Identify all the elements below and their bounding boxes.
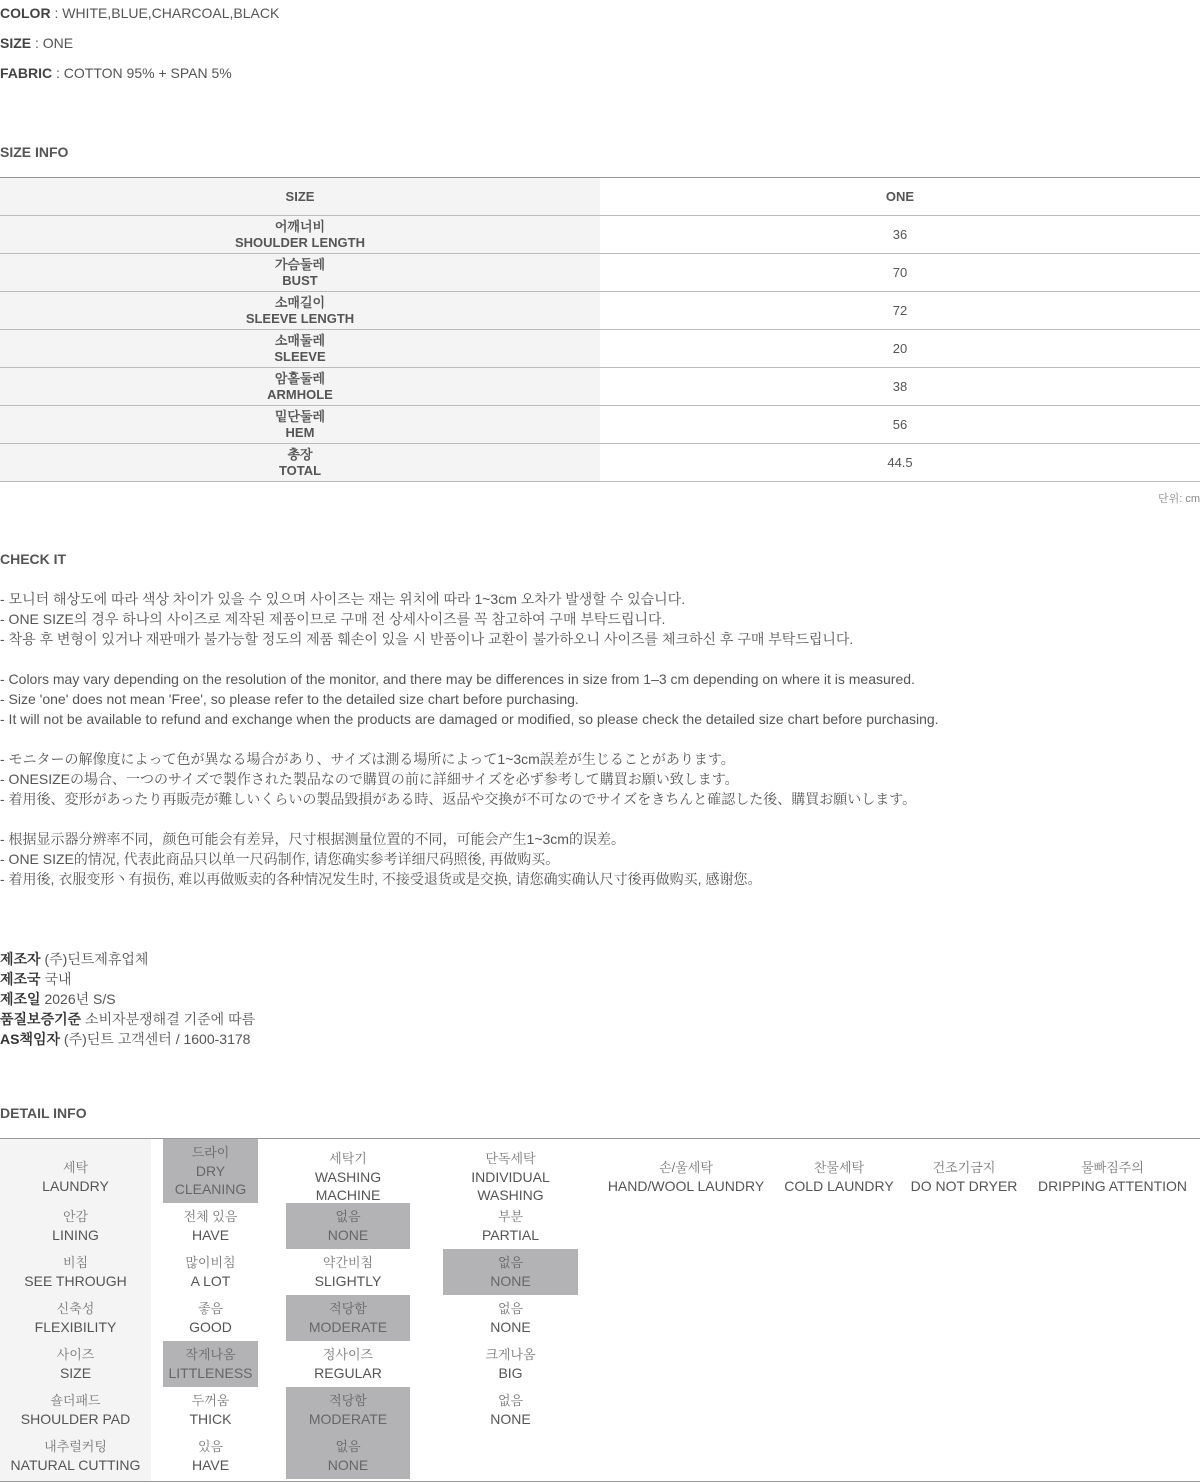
warranty-line — [0, 1009, 255, 1029]
laundry-option — [600, 1139, 772, 1215]
detail-grid — [0, 1138, 1200, 1482]
detail-info-title: DETAIL INFO — [0, 1105, 87, 1121]
laundry-option-en: DO NOT DRYER — [910, 1178, 1018, 1194]
detail-option-en: HAVE — [191, 1227, 230, 1243]
as-label: AS책임자 — [0, 1031, 61, 1047]
detail-option — [443, 1341, 578, 1387]
size-row — [0, 444, 1200, 482]
laundry-option-en: WASHING MACHINE — [314, 1169, 382, 1203]
detail-option-en: LITTLENESS — [168, 1365, 253, 1381]
laundry-option-ko: 단독세탁 — [485, 1151, 536, 1166]
detail-row-label-ko: 신축성 — [56, 1301, 95, 1316]
laundry-option-en: COLD LAUNDRY — [784, 1178, 894, 1194]
detail-option-en: NONE — [490, 1273, 531, 1289]
detail-row-label-ko: 숄더패드 — [50, 1393, 101, 1408]
size-row-label — [0, 368, 600, 405]
size-row-label — [0, 292, 600, 329]
detail-row-label-en: FLEXIBILITY — [34, 1319, 117, 1335]
date-label: 제조일 — [0, 991, 41, 1007]
detail-row-label — [0, 1341, 151, 1387]
size-row-label-ko: 어깨너비 — [274, 218, 326, 234]
size-row-label — [0, 254, 600, 291]
size-label: SIZE — [0, 35, 32, 51]
detail-option — [163, 1387, 258, 1433]
color-spec — [0, 5, 279, 21]
detail-row-label-en: SIZE — [59, 1365, 92, 1381]
unit-note: 단위: cm — [1157, 493, 1200, 505]
detail-option-en: A LOT — [190, 1273, 231, 1289]
size-table-header — [0, 178, 1200, 216]
detail-option-ko: 정사이즈 — [322, 1347, 374, 1362]
size-row-label-en: ARMHOLE — [267, 386, 333, 402]
laundry-option-en2: CLEANING — [174, 1181, 247, 1197]
detail-row-label — [0, 1203, 151, 1249]
size-info-title: SIZE INFO — [0, 144, 69, 160]
laundry-option-ko: 건조기금지 — [932, 1160, 996, 1175]
detail-option — [286, 1203, 410, 1249]
detail-row-label — [0, 1387, 151, 1433]
maker-label: 제조자 — [0, 951, 41, 967]
size-row-label — [0, 330, 600, 367]
size-row — [0, 254, 1200, 292]
laundry-option-en: DRY — [195, 1163, 226, 1179]
size-row-value: 44.5 — [887, 455, 913, 470]
maker-info — [0, 949, 255, 1049]
detail-row-label — [0, 1295, 151, 1341]
detail-option — [163, 1295, 258, 1341]
detail-option-ko: 크게나옴 — [485, 1347, 536, 1362]
laundry-option-en: DRIPPING ATTENTION — [1037, 1178, 1188, 1194]
detail-row-label-en: SHOULDER PAD — [20, 1411, 131, 1427]
detail-option-en: SLIGHTLY — [314, 1273, 382, 1289]
laundry-option — [780, 1139, 898, 1215]
size-row — [0, 368, 1200, 406]
size-header-label: SIZE — [0, 178, 600, 215]
country-line — [0, 969, 255, 989]
laundry-option-en: INDIVIDUAL WASHING — [471, 1169, 550, 1203]
check-it-title: CHECK IT — [0, 551, 67, 567]
detail-option — [443, 1387, 578, 1433]
notice-korean: - 모니터 해상도에 따라 색상 차이가 있을 수 있으며 사이즈는 재는 위치에 따라 1~3cm 오차가 발생할 수 있습니다. - ONE SIZE의 경우 하나의 사이즈로 제작된 제품이므로 구매 전 상세사이즈를 꼭 참고하여 구매 부탁드립니다. - 착용 후 변형이 있거나 재판매가 불가능할 정도의 제품 훼손이 있을 시 반품이나 교환이 불가하오니 사이즈를 체크하신 후 구매 부탁드립니다. — [0, 591, 854, 647]
detail-option-en: GOOD — [189, 1319, 232, 1335]
size-row-label-en: SLEEVE — [274, 348, 326, 364]
size-row-value: 56 — [892, 417, 908, 432]
color-value: : WHITE,BLUE,CHARCOAL,BLACK — [50, 5, 280, 21]
country-label: 제조국 — [0, 971, 41, 987]
size-table — [0, 177, 1200, 482]
detail-option-ko: 있음 — [197, 1439, 224, 1454]
warranty-label: 품질보증기준 — [0, 1011, 82, 1027]
size-row-label-ko: 암홀둘레 — [274, 370, 326, 386]
size-header-value: ONE — [885, 189, 915, 204]
laundry-option — [905, 1139, 1023, 1215]
detail-option-en: MODERATE — [308, 1319, 388, 1335]
detail-option-ko: 없음 — [497, 1301, 524, 1316]
detail-option-en: PARTIAL — [481, 1227, 540, 1243]
detail-option — [163, 1203, 258, 1249]
detail-option-ko: 많이비침 — [185, 1255, 236, 1270]
size-value: : ONE — [31, 35, 74, 51]
detail-row-label-en: NATURAL CUTTING — [10, 1457, 141, 1473]
detail-option — [286, 1433, 410, 1479]
laundry-option — [1030, 1139, 1195, 1215]
color-label: COLOR — [0, 5, 51, 21]
size-row-value: 38 — [892, 379, 908, 394]
detail-option-ko: 부분 — [497, 1209, 524, 1224]
size-row-value: 36 — [892, 227, 908, 242]
laundry-option-en: HAND/WOOL LAUNDRY — [607, 1178, 765, 1194]
detail-row-label-en: LINING — [52, 1227, 99, 1243]
size-row-label — [0, 216, 600, 253]
size-row-label-en: SLEEVE LENGTH — [245, 310, 355, 326]
detail-option — [443, 1295, 578, 1341]
size-row — [0, 406, 1200, 444]
detail-option-ko: 적당함 — [329, 1393, 367, 1408]
detail-option-ko: 전체 있음 — [183, 1209, 238, 1224]
detail-option — [443, 1249, 578, 1295]
detail-option-ko: 없음 — [335, 1439, 361, 1454]
detail-option-en: REGULAR — [314, 1365, 382, 1381]
laundry-label-ko: 세탁 — [62, 1160, 89, 1175]
laundry-option-ko: 손/울세탁 — [659, 1160, 713, 1175]
size-row-label — [0, 406, 600, 443]
notice-english: - Colors may vary depending on the resolution of the monitor, and there may be differences in size from 1–3 cm depending on where it is measured. - Size 'one' does not mean 'Free', so please refer to the detailed size chart before purchasing. - It will not be available to refund and exchange when the products are damaged or modified, so please check the detailed size chart before purchasing. — [0, 671, 939, 727]
size-row-label — [0, 444, 600, 481]
size-row-label-ko: 가슴둘레 — [274, 256, 326, 272]
detail-row-label — [0, 1433, 151, 1479]
laundry-option-ko: 드라이 — [191, 1145, 230, 1160]
detail-row-label-ko: 비침 — [62, 1255, 89, 1270]
laundry-option-ko: 물빠짐주의 — [1081, 1160, 1144, 1175]
detail-option — [286, 1341, 410, 1387]
detail-option-en: MODERATE — [308, 1411, 388, 1427]
detail-option-ko: 없음 — [497, 1255, 524, 1270]
detail-row-label-ko: 안감 — [62, 1209, 89, 1224]
date-line — [0, 989, 255, 1009]
detail-option — [443, 1203, 578, 1249]
detail-option — [286, 1295, 410, 1341]
fabric-label: FABRIC — [0, 65, 53, 81]
detail-row-label-en: SEE THROUGH — [24, 1273, 127, 1289]
size-row — [0, 216, 1200, 254]
maker-line — [0, 949, 255, 969]
fabric-value: : COTTON 95% + SPAN 5% — [52, 65, 232, 81]
size-spec — [0, 35, 73, 51]
detail-option-en: NONE — [490, 1319, 531, 1335]
laundry-option-ko: 세탁기 — [329, 1151, 367, 1166]
detail-option-ko: 약간비침 — [322, 1255, 374, 1270]
detail-option-ko: 좋음 — [197, 1301, 224, 1316]
size-row-label-en: HEM — [285, 424, 315, 440]
as-value: (주)딘트 고객센터 / 1600-3178 — [60, 1031, 251, 1047]
detail-row-label-ko: 사이즈 — [56, 1347, 95, 1362]
detail-option — [163, 1249, 258, 1295]
detail-option-en: NONE — [327, 1227, 369, 1243]
detail-option-ko: 두꺼움 — [191, 1393, 230, 1408]
fabric-spec — [0, 65, 232, 81]
detail-option — [286, 1387, 410, 1433]
detail-option — [163, 1341, 258, 1387]
size-row-label-ko: 소매길이 — [274, 294, 326, 310]
size-row-label-ko: 총장 — [287, 446, 313, 462]
country-value: 국내 — [40, 971, 72, 987]
laundry-label-en: LAUNDRY — [42, 1178, 109, 1194]
detail-row-label-ko: 내추럴커팅 — [44, 1439, 107, 1454]
detail-option-en: NONE — [327, 1457, 369, 1473]
size-row-label-ko: 소매둘레 — [274, 332, 326, 348]
detail-option-en: THICK — [189, 1411, 232, 1427]
detail-option-en: BIG — [498, 1365, 523, 1381]
detail-option-ko: 없음 — [497, 1393, 524, 1408]
detail-option — [163, 1433, 258, 1479]
detail-option-ko: 작게나옴 — [185, 1347, 236, 1362]
size-row-value: 72 — [892, 303, 908, 318]
size-row-value: 70 — [892, 265, 908, 280]
warranty-value: 소비자분쟁해결 기준에 따름 — [81, 1011, 256, 1027]
as-line — [0, 1029, 255, 1049]
notice-japanese: - モニターの解像度によって色が異なる場合があり、サイズは測る場所によって1~3cm誤差が生じることがあります。 - ONESIZEの場合、一つのサイズで製作された製品なので購買の前に詳細サイズを必ず参考して購買お願い致します。 - 着用後、変形があったり再販売が難しいくらいの製品毀損がある時、返品や交換が不可なのでサイズをきちんと確認した後、購買お願いします。 — [0, 751, 917, 807]
maker-value: (주)딘트제휴업체 — [40, 951, 149, 967]
laundry-option — [163, 1139, 258, 1203]
detail-option-en: NONE — [490, 1411, 531, 1427]
detail-row-label — [0, 1249, 151, 1295]
detail-option-ko: 없음 — [335, 1209, 361, 1224]
size-row-label-en: BUST — [282, 272, 318, 288]
detail-option — [286, 1249, 410, 1295]
laundry-option-ko: 찬물세탁 — [813, 1160, 865, 1175]
size-row-label-en: SHOULDER LENGTH — [235, 234, 365, 250]
notice-chinese: - 根据显示器分辨率不同，颜色可能会有差异，尺寸根据测量位置的不同，可能会产生1~3cm的误差。 - ONE SIZE的情况, 代表此商品只以单一尺码制作, 请您确实参考详细尺码照後, 再做购买。 - 着用後, 衣服变形丶有损伤, 难以再做贩卖的各种情况发生时, 不接受退货或是交换, 请您确实确认尺寸後再做购买, 感谢您。 — [0, 831, 762, 887]
detail-option-ko: 적당함 — [329, 1301, 367, 1316]
size-row — [0, 292, 1200, 330]
size-row-label-ko: 밑단둘레 — [274, 408, 326, 424]
detail-option-en: HAVE — [191, 1457, 230, 1473]
date-value: 2026년 S/S — [40, 991, 116, 1007]
size-row — [0, 330, 1200, 368]
size-row-label-en: TOTAL — [278, 462, 322, 478]
size-row-value: 20 — [892, 341, 908, 356]
